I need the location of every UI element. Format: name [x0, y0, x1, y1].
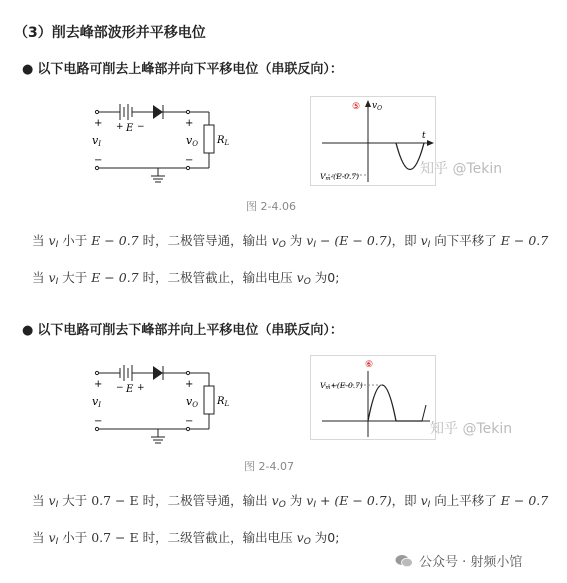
input-minus: − — [94, 155, 103, 166]
source-minus: − — [137, 122, 145, 132]
part2-line1: 当 $v_I$ 大于 0.7 − E 时，二极管导通，输出 $v_O$ 为 $v_I + (E - 0.7)$，即 $v_I$ 向上平移了 E − 0.7 — [32, 493, 549, 510]
vin-label: vI — [92, 395, 101, 409]
input-plus: + — [94, 118, 103, 129]
figure-caption-2: 图 2-4.07 — [244, 460, 294, 473]
figure-caption-1: 图 2-4.06 — [246, 200, 296, 213]
source-minus: − — [116, 383, 124, 393]
resistor-label: $R_L$ — [217, 396, 230, 408]
vout-label: vO — [186, 134, 198, 148]
source-plus: + — [137, 383, 145, 393]
graph2-level-label: Vm+(E-0.7) — [320, 381, 363, 391]
bullet-part2 — [22, 319, 343, 338]
waveform-graph-2 — [310, 355, 436, 440]
circuit-diagram-2 — [85, 356, 230, 446]
output-minus: − — [185, 416, 194, 427]
graph1-level-label: Vm-(E-0.7) — [320, 172, 360, 182]
resistor-label: $R_L$ — [217, 135, 230, 147]
bullet-part2-text: 以下电路可削去下峰部并向上平移电位（串联反向）： — [37, 323, 343, 338]
input-plus: + — [94, 379, 103, 390]
part1-line2: 当 $v_I$ 大于 E − 0.7 时，二极管截止，输出电压 $v_O$ 为0; — [32, 270, 340, 287]
output-plus: + — [185, 379, 194, 390]
part1-line1: 当 $v_I$ 小于 E − 0.7 时，二极管导通，输出 $v_O$ 为 $v_I - (E - 0.7)$，即 $v_I$ 向下平移了 E − 0.7 — [32, 233, 549, 250]
graph-badge-6: ⑥ — [365, 360, 374, 370]
graph1-axis-y: $v_O$ — [372, 101, 383, 112]
bullet-part1-text: 以下电路可削去上峰部并向下平移电位（串联反向）： — [37, 62, 343, 77]
graph-badge-5: ⑤ — [352, 102, 361, 112]
waveform-graph-1 — [310, 96, 436, 186]
vin-label: vI — [92, 134, 101, 148]
watermark-2: 知乎 @Tekin — [430, 421, 513, 437]
graph1-axis-x: t — [422, 131, 426, 141]
vout-label: vO — [186, 395, 198, 409]
footer-text: 公众号 · 射频小馆 — [419, 555, 523, 570]
wechat-footer — [395, 551, 522, 570]
bullet-part1 — [22, 58, 343, 77]
bullet-dot: ● — [22, 323, 34, 338]
source-plus: + — [116, 122, 124, 132]
output-minus: − — [185, 155, 194, 166]
output-plus: + — [185, 118, 194, 129]
source-label: E — [126, 384, 134, 395]
watermark-1: 知乎 @Tekin — [420, 161, 503, 177]
part2-line2: 当 $v_I$ 小于 0.7 − E 时，二级管截止，输出电压 $v_O$ 为0; — [32, 530, 340, 547]
bullet-dot: ● — [22, 62, 34, 77]
wechat-icon — [395, 554, 413, 568]
source-label: E — [126, 123, 134, 134]
input-minus: − — [94, 416, 103, 427]
circuit-diagram-1 — [85, 95, 230, 185]
section-heading: （3）削去峰部波形并平移电位 — [14, 25, 206, 41]
